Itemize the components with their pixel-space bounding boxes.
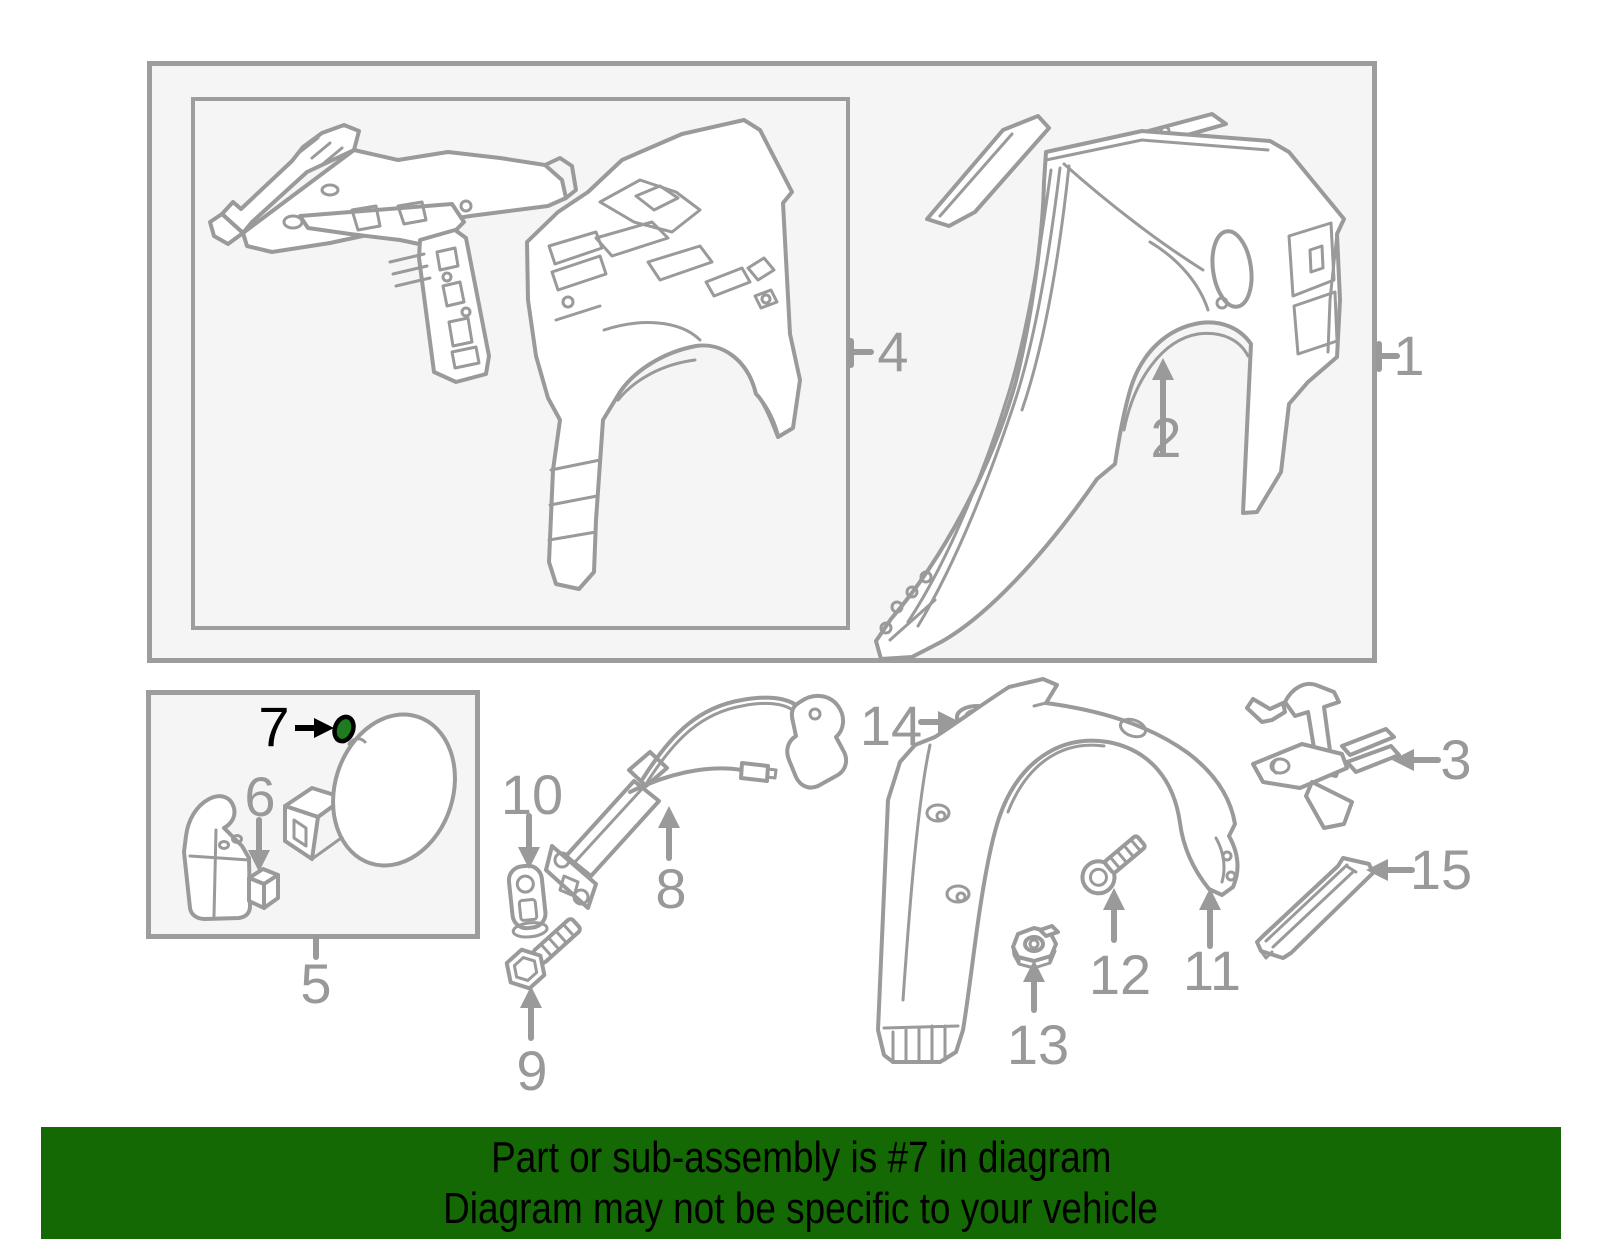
callout-label-3[interactable]: 3 bbox=[1440, 728, 1472, 791]
callout-label-10[interactable]: 10 bbox=[500, 763, 564, 826]
outer-quarter-panel-art bbox=[876, 114, 1344, 659]
callout-label-13[interactable]: 13 bbox=[1006, 1013, 1070, 1076]
callout-label-14[interactable]: 14 bbox=[859, 694, 923, 757]
callout-label-4[interactable]: 4 bbox=[877, 320, 909, 383]
nut-art bbox=[1013, 926, 1058, 968]
deflector-art bbox=[1257, 858, 1373, 958]
callout-label-7-selected[interactable]: 7 bbox=[258, 695, 290, 758]
wheel-liner-art bbox=[878, 679, 1238, 1062]
callout-label-15[interactable]: 15 bbox=[1409, 838, 1473, 901]
banner-line-1: Part or sub-assembly is #7 in diagram bbox=[490, 1133, 1112, 1182]
selection-banner bbox=[41, 1127, 1561, 1239]
striker-pin-art bbox=[507, 864, 548, 938]
callout-label-8[interactable]: 8 bbox=[655, 857, 687, 920]
inner-rail-assembly-art bbox=[210, 125, 576, 382]
inner-quarter-panel-art bbox=[527, 120, 800, 589]
banner-line-2: Diagram may not be specific to your vehicle bbox=[443, 1184, 1159, 1233]
callout-label-1[interactable]: 1 bbox=[1393, 324, 1425, 387]
callout-label-12[interactable]: 12 bbox=[1088, 943, 1152, 1006]
callout-label-6[interactable]: 6 bbox=[244, 765, 276, 828]
callout-label-5[interactable]: 5 bbox=[300, 952, 332, 1015]
callout-label-11[interactable]: 11 bbox=[1182, 939, 1242, 1002]
support-bracket-art bbox=[1247, 684, 1399, 828]
fuel-door-group-art bbox=[184, 695, 474, 919]
latch-actuator-art bbox=[546, 696, 846, 908]
callout-label-9[interactable]: 9 bbox=[516, 1039, 548, 1102]
callout-label-2[interactable]: 2 bbox=[1150, 406, 1182, 469]
selected-part-arrowhead bbox=[314, 718, 334, 738]
